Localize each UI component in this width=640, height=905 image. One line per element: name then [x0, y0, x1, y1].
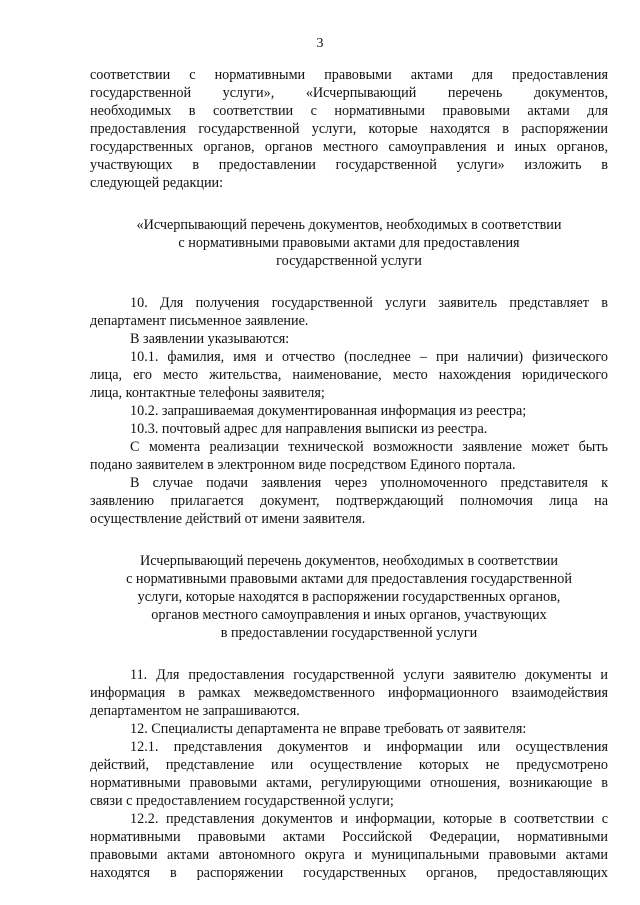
text-line: лица, его место жительства, наименование, место нахождения юридического — [90, 367, 608, 383]
title-line: «Исчерпывающий перечень документов, необходимых в соответствии — [136, 217, 562, 233]
text-line: нормативными правовыми актами, регулирующими отношения, возникающие в — [90, 775, 608, 791]
title-line: государственной услуги — [276, 253, 422, 269]
title-line: услуги, которые находятся в распоряжении государственных органов, — [137, 589, 561, 605]
section-2 — [90, 666, 608, 882]
text-line: соответствии с нормативными правовыми актами для предоставления — [90, 67, 608, 83]
text-line: лица, контактные телефоны заявителя; — [90, 385, 325, 401]
title-line: с нормативными правовыми актами для предоставления — [178, 235, 520, 251]
text-line: 10. Для получения государственной услуги заявитель представляет в — [130, 295, 608, 311]
text-line: заявлению прилагается документ, подтверждающий полномочия лица на — [90, 493, 608, 509]
text-line: предоставления государственной услуги, которые находятся в распоряжении — [90, 121, 608, 137]
section-1 — [90, 294, 608, 528]
title-line: с нормативными правовыми актами для предоставления государственной — [126, 571, 572, 587]
text-line: департаментом не запрашиваются. — [90, 703, 300, 719]
text-line: 10.3. почтовый адрес для направления выписки из реестра. — [130, 421, 488, 437]
document-body — [90, 66, 608, 882]
text-line: государственных органов, органов местного самоуправления и иных органов, — [90, 139, 608, 155]
text-line: 11. Для предоставления государственной услуги заявителю документы и — [130, 667, 608, 683]
section-title-2 — [90, 552, 608, 642]
page-number: 3 — [316, 36, 324, 51]
text-line: В заявлении указываются: — [130, 331, 290, 347]
text-line: подано заявителем в электронном виде посредством Единого портала. — [90, 457, 516, 473]
text-line: правовыми актами автономного округа и муниципальными правовыми актами — [90, 847, 608, 863]
text-line: 12. Специалисты департамента не вправе требовать от заявителя: — [130, 721, 527, 737]
title-line: Исчерпывающий перечень документов, необходимых в соответствии — [140, 553, 558, 569]
text-line: осуществление действий от имени заявителя. — [90, 511, 366, 527]
intro-paragraph — [90, 66, 608, 192]
text-line: 10.2. запрашиваемая документированная информация из реестра; — [130, 403, 527, 419]
text-line: необходимых в соответствии с нормативными правовыми актами для — [90, 103, 608, 119]
text-line: связи с предоставлением государственной услуги; — [90, 793, 394, 809]
text-line: В случае подачи заявления через уполномоченного представителя к — [130, 475, 608, 491]
text-line: нормативными правовыми актами Российской Федерации, нормативными — [90, 829, 608, 845]
section-title-1 — [90, 216, 608, 270]
text-line: следующей редакции: — [90, 175, 224, 191]
text-line: действий, представление или осуществление которых не предусмотрено — [90, 757, 608, 773]
text-line: С момента реализации технической возможности заявление может быть — [130, 439, 608, 455]
text-line: 12.1. представления документов и информации или осуществления — [130, 739, 608, 755]
title-line: органов местного самоуправления и иных органов, участвующих — [151, 607, 547, 623]
text-line: находятся в распоряжении государственных органов, предоставляющих — [90, 865, 608, 881]
text-line: информация в рамках межведомственного информационного взаимодействия — [90, 685, 608, 701]
title-line: в предоставлении государственной услуги — [220, 625, 478, 641]
text-line: 10.1. фамилия, имя и отчество (последнее – при наличии) физического — [130, 349, 608, 365]
text-line: департамент письменное заявление. — [90, 313, 309, 329]
text-line: участвующих в предоставлении государственной услуги» изложить в — [90, 157, 608, 173]
text-line: 12.2. представления документов и информации, которые в соответствии с — [130, 811, 608, 827]
text-line: государственной услуги», «Исчерпывающий перечень документов, — [90, 85, 608, 101]
